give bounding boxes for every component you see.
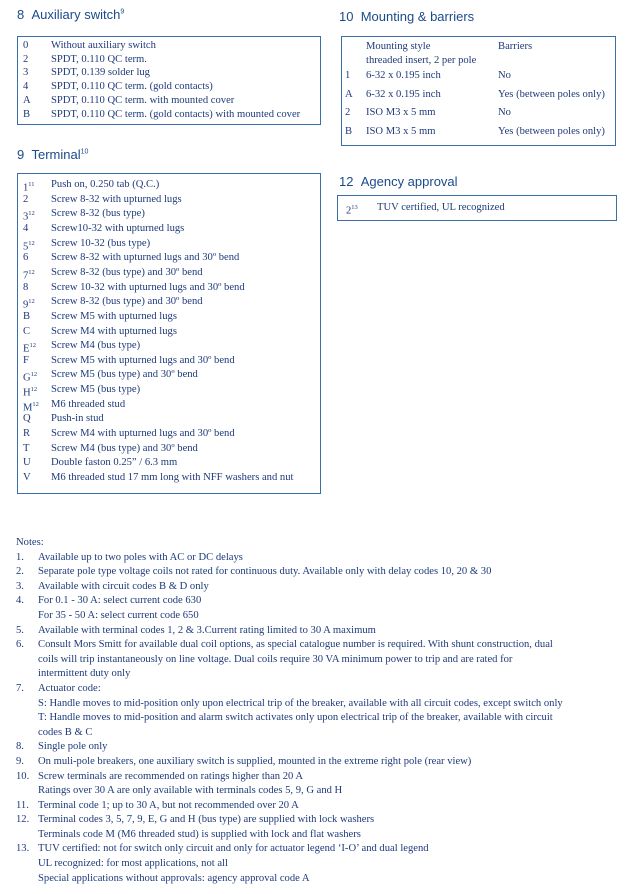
terminal-code-letter: B [23, 310, 31, 322]
note-line [16, 551, 631, 566]
note-number: 4. [16, 595, 24, 607]
terminal-code [23, 471, 31, 486]
aux-desc: SPDT, 0.110 QC term. [51, 53, 147, 65]
terminal-footnote: 10 [80, 148, 89, 156]
note-continuation: intermittent duty only [38, 668, 131, 680]
terminal-code-footnote: 12 [28, 239, 35, 247]
terminal-code-letter: 7 [23, 270, 29, 282]
terminal-code [23, 427, 30, 442]
terminal-code-letter: 1 [23, 182, 29, 194]
mounting-code: 1 [345, 70, 351, 81]
terminal-desc: Double faston 0.25” / 6.3 mm [51, 457, 178, 469]
note-text: Terminal codes 3, 5, 7, 9, E, G and H (bus type) are supplied with lock washers [38, 814, 375, 826]
aux-switch-table [17, 36, 321, 125]
terminal-code-footnote: 12 [30, 386, 38, 394]
terminal-code-letter: 3 [23, 211, 29, 223]
note-text: On muli-pole breakers, one auxiliary switch is supplied, mounted in the extreme right pole (rear view) [38, 755, 472, 767]
terminal-section-title: Terminal [31, 147, 81, 162]
terminal-code-footnote: 12 [30, 371, 38, 379]
note-continuation: For 35 - 50 A: select current code 650 [38, 609, 199, 621]
mounting-table [341, 36, 616, 146]
note-text: Actuator code: [38, 682, 101, 694]
terminal-desc: Screw 8-32 (bus type) and 30º bend [51, 296, 203, 308]
agency-table [337, 195, 617, 221]
note-number: 3. [16, 580, 24, 592]
note-text: Screw terminals are recommended on ratings higher than 20 A [38, 770, 304, 782]
notes-section [16, 536, 631, 886]
agency-section-number: 12 [339, 174, 354, 189]
terminal-desc: Screw M5 with upturned lugs [51, 310, 177, 322]
terminal-code-letter: 4 [23, 222, 29, 234]
note-continuation: T: Handle moves to mid-position and alarm switch activates only upon electrical trip of the breaker, available with circuit [38, 712, 553, 724]
note-text: Available with circuit codes B & D only [38, 580, 209, 592]
terminal-desc: Screw M5 (bus type) and 30º bend [51, 369, 198, 381]
terminal-code-letter: H [23, 387, 31, 399]
terminal-code-letter: G [23, 372, 31, 384]
terminal-code-footnote: 12 [32, 400, 39, 408]
aux-code: B [23, 108, 31, 120]
notes-title: Notes: [16, 537, 44, 548]
note-line [16, 770, 631, 785]
terminal-code [23, 193, 28, 208]
terminal-desc: Screw10-32 with upturned lugs [51, 222, 185, 234]
terminal-desc: M6 threaded stud [51, 398, 126, 410]
mounting-code: A [345, 88, 353, 100]
note-text: Available up to two poles with AC or DC delays [38, 551, 243, 563]
note-line [16, 565, 631, 580]
note-continuation: Ratings over 30 A are only available with terminals codes 5, 9, G and H [38, 785, 343, 797]
note-line [16, 624, 631, 639]
terminal-code-footnote: 12 [28, 210, 35, 218]
note-line [16, 842, 631, 857]
agency-code: $2^{13}$ [346, 204, 358, 217]
note-number: 13. [16, 843, 30, 855]
terminal-desc: Push-in stud [51, 413, 104, 425]
terminal-desc: M6 threaded stud 17 mm long with NFF washers and nut [51, 472, 294, 483]
terminal-code-letter: 5 [23, 241, 29, 253]
note-text: Consult Mors Smitt for available dual coil options, as special catalogue number is required. With shunt construction, dual [38, 639, 553, 651]
note-text: For 0.1 - 30 A: select current code 630 [38, 595, 202, 607]
terminal-desc: Screw M4 (bus type) [51, 340, 141, 352]
terminal-desc: Push on, 0.250 tab (Q.C.) [51, 179, 160, 190]
terminal-code [23, 412, 31, 427]
mounting-heading [339, 9, 474, 24]
terminal-code-letter: 9 [23, 299, 29, 311]
note-line [16, 813, 631, 828]
note-line [16, 594, 631, 609]
terminal-code-footnote: 12 [28, 268, 35, 276]
terminal-code [23, 281, 28, 296]
terminal-code-letter: C [23, 325, 31, 337]
note-continuation: Terminals code M (M6 threaded stud) is supplied with lock and flat washers [38, 828, 361, 840]
terminal-code-footnote: 11 [28, 181, 35, 188]
note-number: 1. [16, 551, 24, 563]
terminal-code-letter: Q [23, 413, 31, 425]
aux-code: 4 [23, 81, 29, 93]
terminal-code-footnote: 12 [28, 298, 35, 306]
terminal-table [17, 173, 321, 494]
terminal-code [23, 310, 30, 325]
note-text: Terminal code 1; up to 30 A, but not recommended over 20 A [38, 799, 299, 811]
terminal-code [23, 251, 28, 266]
aux-section-title: Auxiliary switch [31, 7, 121, 22]
aux-desc: SPDT, 0.110 QC term. (gold contacts) [51, 81, 213, 93]
terminal-desc: Screw 10-32 with upturned lugs and 30º bend [51, 281, 245, 293]
mounting-style: ISO M3 x 5 mm [366, 107, 436, 118]
terminal-code [23, 442, 29, 457]
note-number: 12. [16, 814, 30, 826]
note-line [16, 755, 631, 770]
terminal-code-letter: T [23, 442, 30, 454]
note-line [16, 740, 631, 755]
aux-code: 3 [23, 67, 29, 79]
terminal-code-letter: V [23, 472, 31, 483]
note-number: 11. [16, 799, 29, 811]
terminal-code-letter: M [23, 402, 33, 414]
note-continuation: S: Handle moves to mid-position only upon electrical trip of the breaker, available with all circuit codes, except switch only [38, 697, 563, 709]
note-number: 5. [16, 624, 24, 636]
aux-code: A [23, 94, 31, 106]
terminal-desc: Screw M4 with upturned lugs and 30º bend [51, 428, 235, 440]
terminal-desc: Screw 8-32 (bus type) [51, 208, 145, 220]
aux-desc: SPDT, 0.110 QC term. with mounted cover [51, 94, 235, 106]
terminal-code [23, 222, 28, 237]
terminal-code-letter: R [23, 428, 31, 440]
note-number: 9. [16, 755, 24, 767]
terminal-desc: Screw M5 with upturned lugs and 30º bend [51, 354, 235, 366]
terminal-desc: Screw M4 with upturned lugs [51, 325, 177, 337]
note-text: Single pole only [38, 741, 108, 753]
note-continuation: Special applications without approvals: agency approval code A [38, 872, 310, 884]
mounting-code: B [345, 125, 353, 137]
terminal-code-letter: 6 [23, 252, 29, 264]
note-number: 6. [16, 639, 24, 651]
note-text: Available with terminal codes 1, 2 & 3.Current rating limited to 30 A maximum [38, 624, 376, 636]
agency-heading [339, 174, 458, 189]
terminal-code-letter: E [23, 343, 30, 355]
terminal-code [23, 325, 30, 340]
mounting-section-number: 10 [339, 9, 354, 24]
note-line [16, 638, 631, 653]
aux-desc: SPDT, 0.110 QC term. (gold contacts) with mounted cover [51, 108, 301, 120]
terminal-desc: Screw M4 (bus type) and 30º bend [51, 442, 198, 454]
aux-desc: SPDT, 0.139 solder lug [51, 67, 150, 79]
terminal-desc: Screw 8-32 with upturned lugs [51, 193, 182, 205]
note-continuation: UL recognized: for most applications, not all [38, 858, 228, 870]
mounting-col2-header: Barriers [498, 41, 533, 52]
terminal-heading [17, 147, 88, 162]
mounting-barrier: No [498, 70, 511, 81]
note-line [16, 682, 631, 697]
terminal-code-footnote: 12 [29, 342, 36, 350]
terminal-code [23, 354, 29, 369]
aux-desc: Without auxiliary switch [51, 40, 156, 51]
terminal-desc: Screw M5 (bus type) [51, 384, 141, 396]
mounting-style: ISO M3 x 5 mm [366, 125, 436, 137]
terminal-desc: Screw 10-32 (bus type) [51, 237, 151, 249]
note-number: 2. [16, 566, 24, 578]
mounting-code: 2 [345, 107, 351, 118]
terminal-code-letter: 2 [23, 193, 29, 205]
mounting-style: 6-32 x 0.195 inch [366, 88, 441, 100]
note-line [16, 580, 631, 595]
aux-code: 0 [23, 40, 29, 51]
aux-code: 2 [23, 53, 29, 65]
aux-switch-heading [17, 7, 124, 22]
mounting-barrier: Yes (between poles only) [498, 88, 605, 100]
note-continuation: codes B & C [38, 726, 93, 738]
mounting-style: 6-32 x 0.195 inch [366, 70, 441, 81]
terminal-desc: Screw 8-32 (bus type) and 30º bend [51, 266, 203, 278]
terminal-desc: Screw 8-32 with upturned lugs and 30º bend [51, 252, 240, 264]
terminal-code-letter: 8 [23, 281, 29, 293]
agency-desc: TUV certified, UL recognized [377, 202, 505, 213]
mounting-section-title: Mounting & barriers [360, 9, 475, 24]
mounting-col1-header-line2: threaded insert, 2 per pole [366, 55, 477, 66]
terminal-code-letter: U [23, 457, 31, 469]
agency-section-title: Agency approval [360, 174, 458, 189]
note-line [16, 799, 631, 814]
note-number: 8. [16, 741, 24, 753]
terminal-section-number: 9 [17, 147, 25, 162]
aux-footnote: 9 [120, 8, 125, 16]
note-text: Separate pole type voltage coils not rated for continuous duty. Available only with delay codes 10, 20 & 30 [38, 566, 492, 578]
note-text: TUV certified: not for switch only circuit and only for actuator legend ‘I-O’ and dual legend [38, 843, 429, 855]
note-continuation: coils will trip instantaneously on line voltage. Dual coils require 30 VA minimum power to trip and are rated for [38, 653, 513, 665]
mounting-col1-header-line1: Mounting style [366, 41, 431, 52]
mounting-barrier: Yes (between poles only) [498, 125, 605, 137]
aux-section-number: 8 [17, 7, 25, 22]
terminal-code [23, 456, 31, 471]
note-number: 7. [16, 682, 24, 694]
note-number: 10. [16, 770, 30, 782]
terminal-code-letter: F [23, 354, 29, 366]
mounting-barrier: No [498, 107, 511, 118]
